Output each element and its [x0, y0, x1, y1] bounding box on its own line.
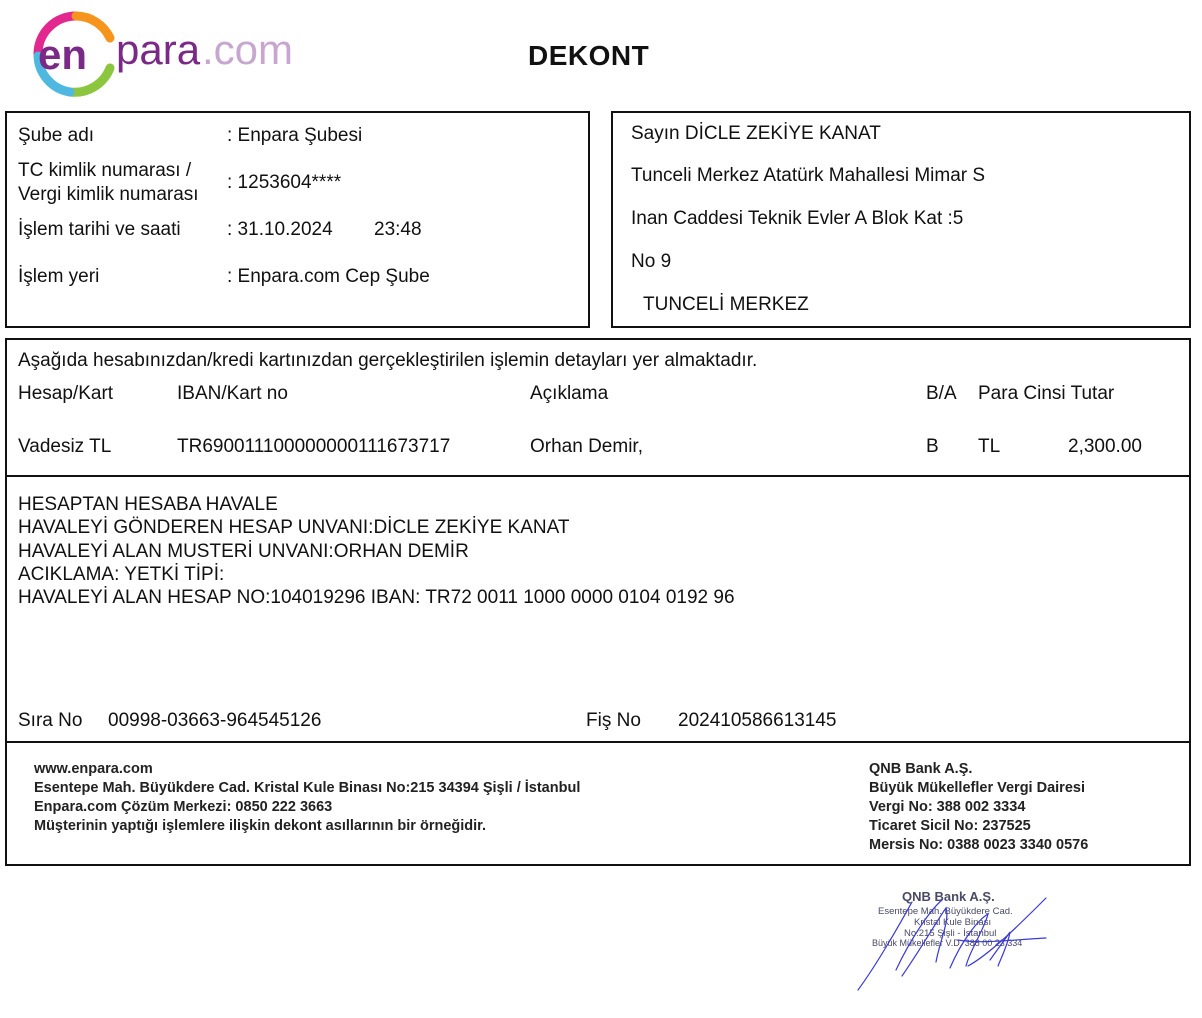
detail-line: HESAPTAN HESABA HAVALE — [18, 494, 278, 515]
row-account: Vadesiz TL — [18, 436, 112, 457]
stamp-line-2: Esentepe Mah. Büyükdere Cad. — [878, 906, 1013, 917]
header-description: Açıklama — [530, 383, 609, 404]
footer-support: Enpara.com Çözüm Merkezi: 0850 222 3663 — [34, 799, 333, 815]
row-ba: B — [926, 436, 939, 457]
id-value: : 1253604**** — [227, 172, 342, 193]
id-label-line2: Vergi kimlik numarası — [18, 184, 199, 205]
row-iban: TR690011100000000111673717 — [177, 436, 451, 457]
header-iban: IBAN/Kart no — [177, 383, 288, 404]
sira-value: 00998-03663-964545126 — [108, 710, 322, 731]
recipient-city: TUNCELİ MERKEZ — [643, 294, 809, 315]
place-value: : Enpara.com Cep Şube — [227, 266, 430, 287]
place-label: İşlem yeri — [18, 266, 100, 287]
branch-label: Şube adı — [18, 125, 95, 146]
date-value: : 31.10.2024 — [227, 219, 333, 240]
detail-line: HAVALEYİ GÖNDEREN HESAP UNVANI:DİCLE ZEKİYE KANAT — [18, 517, 570, 538]
stamp-line-3: Kristal Kule Binası — [914, 917, 992, 928]
time-value: 23:48 — [374, 219, 422, 240]
datetime-label: İşlem tarihi ve saati — [18, 219, 181, 240]
logo-com: .com — [202, 26, 294, 73]
detail-line: ACIKLAMA: YETKİ TİPİ: — [18, 564, 225, 585]
detail-line: HAVALEYİ ALAN MUSTERİ UNVANI:ORHAN DEMİR — [18, 541, 469, 562]
detail-line: HAVALEYİ ALAN HESAP NO:104019296 IBAN: TR72 0011 1000 0000 0104 0192 96 — [18, 587, 735, 608]
id-label-line1: TC kimlik numarası / — [18, 160, 192, 181]
bank-stamp — [850, 880, 1060, 995]
recipient-address-3: No 9 — [631, 251, 672, 272]
row-currency: TL — [978, 436, 1001, 457]
footer-trade-registry: Ticaret Sicil No: 237525 — [869, 818, 1031, 834]
transaction-intro: Aşağıda hesabınızdan/kredi kartınızdan gerçekleştirilen işlemin detayları yer almaktadır. — [18, 350, 758, 371]
footer-note: Müşterinin yaptığı işlemlere ilişkin dekont asıllarının bir örneğidir. — [34, 818, 487, 834]
divider-transaction — [5, 475, 1191, 477]
document-title: DEKONT — [528, 40, 650, 71]
header-currency-amount: Para Cinsi Tutar — [978, 383, 1115, 404]
footer-mersis: Mersis No: 0388 0023 3340 0576 — [869, 837, 1089, 853]
recipient-address-2: Inan Caddesi Teknik Evler A Blok Kat :5 — [631, 208, 964, 229]
stamp-line-4: No:215 Şişli - İstanbul — [904, 928, 997, 939]
branch-value: : Enpara Şubesi — [227, 125, 363, 146]
sira-label: Sıra No — [18, 710, 83, 731]
header-account: Hesap/Kart — [18, 383, 114, 404]
footer-bank-name: QNB Bank A.Ş. — [869, 761, 973, 777]
recipient-address-1: Tunceli Merkez Atatürk Mahallesi Mimar S — [631, 165, 986, 186]
divider-footer — [5, 741, 1191, 743]
row-description: Orhan Demir, — [530, 436, 643, 457]
fis-label: Fiş No — [586, 710, 641, 731]
row-amount: 2,300.00 — [1068, 436, 1142, 457]
footer-website: www.enpara.com — [34, 761, 153, 777]
enpara-logo — [14, 6, 304, 102]
footer-tax-no: Vergi No: 388 002 3334 — [869, 799, 1026, 815]
stamp-line-1: QNB Bank A.Ş. — [902, 889, 995, 904]
recipient-name: Sayın DİCLE ZEKİYE KANAT — [631, 123, 881, 144]
header-ba: B/A — [926, 383, 957, 404]
footer-address: Esentepe Mah. Büyükdere Cad. Kristal Kule Binası No:215 34394 Şişli / İstanbul — [34, 780, 581, 796]
fis-value: 202410586613145 — [678, 710, 837, 731]
stamp-line-5: Büyük Mükellefler V.D. 388 00 23 334 — [872, 938, 1023, 948]
footer-tax-office: Büyük Mükellefler Vergi Dairesi — [869, 780, 1085, 796]
logo-para: para — [116, 26, 201, 73]
logo-en: en — [38, 31, 88, 78]
